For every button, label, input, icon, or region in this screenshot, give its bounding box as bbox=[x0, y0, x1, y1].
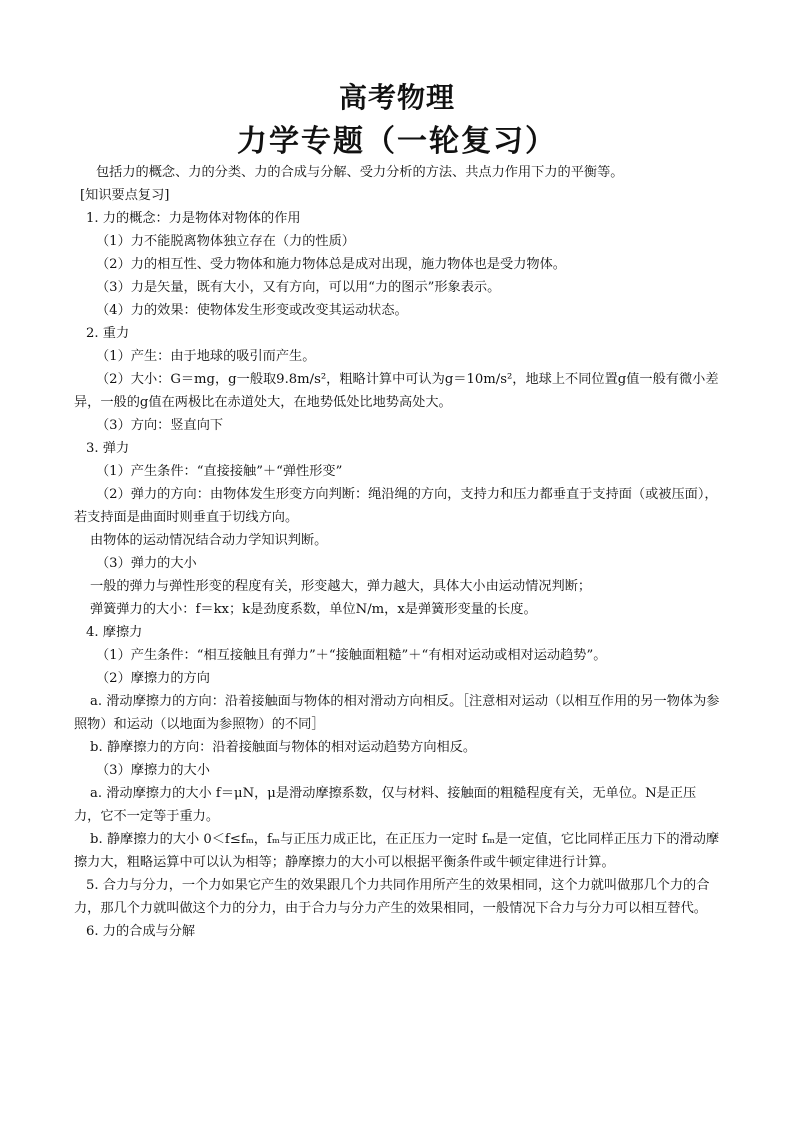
list-item: 3. 弹力 bbox=[86, 441, 130, 456]
list-item: 2. 重力 bbox=[86, 326, 130, 341]
list-item: （1）产生条件：“直接接触”＋“弹性形变” bbox=[96, 464, 343, 479]
list-item: （3）方向：竖直向下 bbox=[96, 418, 224, 433]
list-item: a. 滑动摩擦力的方向：沿着接触面与物体的相对滑动方向相反。［注意相对运动（以相互作用的另一物体为参照物）和运动（以地面为参照物）的不同］ bbox=[74, 694, 720, 732]
section-heading: [知识要点复习] bbox=[80, 188, 170, 203]
list-item: 弹簧弹力的大小：f＝kx；k是劲度系数，单位N/m，x是弹簧形变量的长度。 bbox=[90, 602, 537, 617]
list-item: b. 静摩擦力的方向：沿着接触面与物体的相对运动趋势方向相反。 bbox=[90, 740, 477, 755]
page-title: 高考物理 bbox=[338, 81, 455, 114]
list-item: （1）力不能脱离物体独立存在（力的性质） bbox=[96, 234, 355, 249]
document-body bbox=[74, 161, 720, 943]
list-item: （4）力的效果：使物体发生形变或改变其运动状态。 bbox=[96, 303, 408, 318]
list-item: 4. 摩擦力 bbox=[86, 625, 143, 640]
list-item: （2）力的相互性、受力物体和施力物体总是成对出现，施力物体也是受力物体。 bbox=[96, 257, 566, 272]
list-item: 5. 合力与分力，一个力如果它产生的效果跟几个力共同作用所产生的效果相同，这个力就叫做那几个力的合力，那几个力就叫做这个力的分力，由于合力与分力产生的效果相同，一般情况下合力与分力可以相互替代。 bbox=[74, 878, 710, 916]
list-item: （3）摩擦力的大小 bbox=[96, 763, 210, 778]
list-item: （3）弹力的大小 bbox=[96, 556, 197, 571]
list-item: （1）产生条件：“相互接触且有弹力”＋“接触面粗糙”＋“有相对运动或相对运动趋势”。 bbox=[96, 648, 607, 663]
list-item: b. 静摩擦力的大小 0＜f≤fₘ，fₘ与正压力成正比，在正压力一定时 fₘ是一定值，它比同样正压力下的滑动摩擦力大，粗略运算中可以认为相等；静摩擦力的大小可以根据平衡条件或牛顿定律进行计算。 bbox=[74, 832, 720, 870]
list-item: （2）弹力的方向：由物体发生形变方向判断：绳沿绳的方向，支持力和压力都垂直于支持面（或被压面），若支持面是曲面时则垂直于切线方向。 bbox=[74, 487, 718, 525]
list-item: （3）力是矢量，既有大小，又有方向，可以用“力的图示”形象表示。 bbox=[96, 280, 501, 295]
list-item: （2）摩擦力的方向 bbox=[96, 671, 210, 686]
list-item: （2）大小：G＝mg，g一般取9.8m/s²，粗略计算中可认为g＝10m/s²，地球上不同位置g值一般有微小差异，一般的g值在两极比在赤道处大，在地势低处比地势高处大。 bbox=[74, 372, 719, 410]
list-item: （1）产生：由于地球的吸引而产生。 bbox=[96, 349, 316, 364]
list-item: 一般的弹力与弹性形变的程度有关，形变越大，弹力越大，具体大小由运动情况判断； bbox=[90, 579, 592, 594]
list-item: 1. 力的概念：力是物体对物体的作用 bbox=[86, 211, 301, 226]
page-subtitle: 力学专题（一轮复习） bbox=[237, 124, 557, 159]
intro-paragraph: 包括力的概念、力的分类、力的合成与分解、受力分析的方法、共点力作用下力的平衡等。 bbox=[96, 165, 624, 180]
list-item: 6. 力的合成与分解 bbox=[86, 924, 196, 939]
list-item: 由物体的运动情况结合动力学知识判断。 bbox=[90, 533, 328, 548]
list-item: a. 滑动摩擦力的大小 f＝μN，μ是滑动摩擦系数，仅与材料、接触面的粗糙程度有关，无单位。N是正压力，它不一定等于重力。 bbox=[74, 786, 697, 824]
